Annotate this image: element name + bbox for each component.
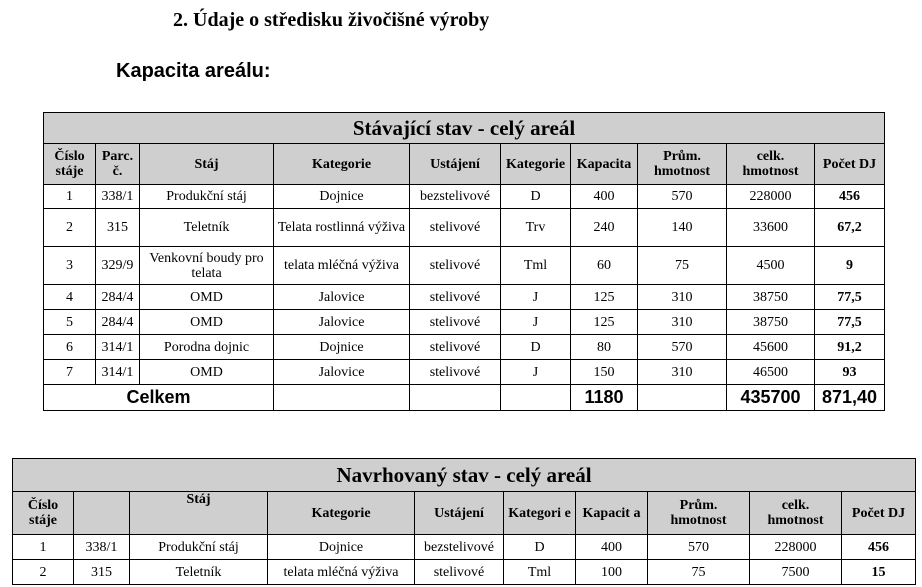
cell: 2 [13,560,74,585]
cell: 125 [571,310,638,335]
cell: stelivové [410,209,501,247]
table-row [44,360,885,385]
cell: J [501,310,571,335]
cell: 80 [571,335,638,360]
table-row [13,560,916,585]
cell: Jalovice [274,360,410,385]
cell: Trv [501,209,571,247]
cell: Produkční stáj [140,185,274,209]
cell: D [501,335,571,360]
cell: stelivové [410,310,501,335]
header-cell: Číslo stáje [44,144,96,185]
section-subheading: Kapacita areálu: [116,60,271,82]
header-cell: celk. hmotnost [750,492,842,535]
cell: 570 [648,535,750,560]
header-cell: Stáj [130,492,268,535]
cell: 6 [44,335,96,360]
cell: 125 [571,285,638,310]
cell: 93 [815,360,885,385]
cell: Jalovice [274,285,410,310]
header-cell [74,492,130,535]
cell: J [501,360,571,385]
cell: 150 [571,360,638,385]
header-cell: Kategori e [504,492,576,535]
cell: 570 [638,185,727,209]
cell: 228000 [727,185,815,209]
header-cell: Počet DJ [815,144,885,185]
cell: Produkční stáj [130,535,268,560]
cell: 38750 [727,310,815,335]
cell: stelivové [415,560,504,585]
header-cell: Stáj [140,144,274,185]
cell: Tml [504,560,576,585]
cell: 4 [44,285,96,310]
cell: telata mléčná výživa [274,247,410,285]
cell: telata mléčná výživa [268,560,415,585]
header-cell: Ustájení [415,492,504,535]
header-cell: Kategorie [501,144,571,185]
cell: 33600 [727,209,815,247]
cell: 91,2 [815,335,885,360]
cell: OMD [140,285,274,310]
cell: 329/9 [96,247,140,285]
table-row [44,335,885,360]
cell: J [501,285,571,310]
document-title: 2. Údaje o středisku živočišné výroby [173,9,490,31]
cell [638,385,727,411]
cell: Jalovice [274,310,410,335]
total-row [44,385,885,411]
cell: 338/1 [96,185,140,209]
cell: 3 [44,247,96,285]
cell: Telata rostlinná výživa [274,209,410,247]
cell: 60 [571,247,638,285]
cell: 45600 [727,335,815,360]
cell: 1 [44,185,96,209]
existing-state-table [43,112,885,411]
header-cell: Kategorie [268,492,415,535]
table-row [44,185,885,209]
cell: 310 [638,285,727,310]
cell: Tml [501,247,571,285]
total-dj: 871,40 [815,385,885,411]
cell: 7500 [750,560,842,585]
cell: 456 [815,185,885,209]
cell: 400 [571,185,638,209]
cell: 77,5 [815,310,885,335]
table-banner: Stávající stav - celý areál [44,113,885,144]
header-cell: Kapacita [571,144,638,185]
cell: Teletník [130,560,268,585]
cell [501,385,571,411]
cell [410,385,501,411]
cell: Teletník [140,209,274,247]
cell: stelivové [410,247,501,285]
cell: 228000 [750,535,842,560]
cell: 2 [44,209,96,247]
table-row [44,247,885,285]
cell: 284/4 [96,310,140,335]
cell: 310 [638,310,727,335]
cell: 4500 [727,247,815,285]
cell: bezstelivové [410,185,501,209]
cell: Venkovní boudy pro telata [140,247,274,285]
cell: 15 [842,560,916,585]
cell: 315 [96,209,140,247]
cell: 400 [576,535,648,560]
table-row [13,535,916,560]
proposed-state-table [12,458,916,585]
cell: stelivové [410,360,501,385]
cell: 100 [576,560,648,585]
cell: 140 [638,209,727,247]
cell: D [501,185,571,209]
cell: 5 [44,310,96,335]
cell: Dojnice [274,185,410,209]
cell: 75 [638,247,727,285]
cell: 9 [815,247,885,285]
header-cell: Kategorie [274,144,410,185]
header-cell: Parc. č. [96,144,140,185]
cell: OMD [140,360,274,385]
cell [274,385,410,411]
cell: 240 [571,209,638,247]
table-row [44,285,885,310]
cell: stelivové [410,335,501,360]
cell: 284/4 [96,285,140,310]
cell: 38750 [727,285,815,310]
cell: Dojnice [274,335,410,360]
header-cell: Kapacit a [576,492,648,535]
cell: bezstelivové [415,535,504,560]
total-capacity: 1180 [571,385,638,411]
header-cell: celk. hmotnost [727,144,815,185]
cell: Porodna dojnic [140,335,274,360]
header-cell: Prům. hmotnost [648,492,750,535]
cell: 570 [638,335,727,360]
cell: 315 [74,560,130,585]
table-row [44,209,885,247]
cell: 77,5 [815,285,885,310]
total-label: Celkem [44,385,274,411]
table-banner: Navrhovaný stav - celý areál [13,459,916,492]
cell: D [504,535,576,560]
cell: 314/1 [96,360,140,385]
cell: 1 [13,535,74,560]
cell: 67,2 [815,209,885,247]
header-cell: Počet DJ [842,492,916,535]
total-weight: 435700 [727,385,815,411]
cell: 456 [842,535,916,560]
cell: 310 [638,360,727,385]
header-cell: Ustájení [410,144,501,185]
cell: 314/1 [96,335,140,360]
cell: Dojnice [268,535,415,560]
cell: 338/1 [74,535,130,560]
cell: 7 [44,360,96,385]
cell: 46500 [727,360,815,385]
header-cell: Číslo stáje [13,492,74,535]
cell: OMD [140,310,274,335]
table-row [44,310,885,335]
cell: 75 [648,560,750,585]
cell: stelivové [410,285,501,310]
header-cell: Prům. hmotnost [638,144,727,185]
